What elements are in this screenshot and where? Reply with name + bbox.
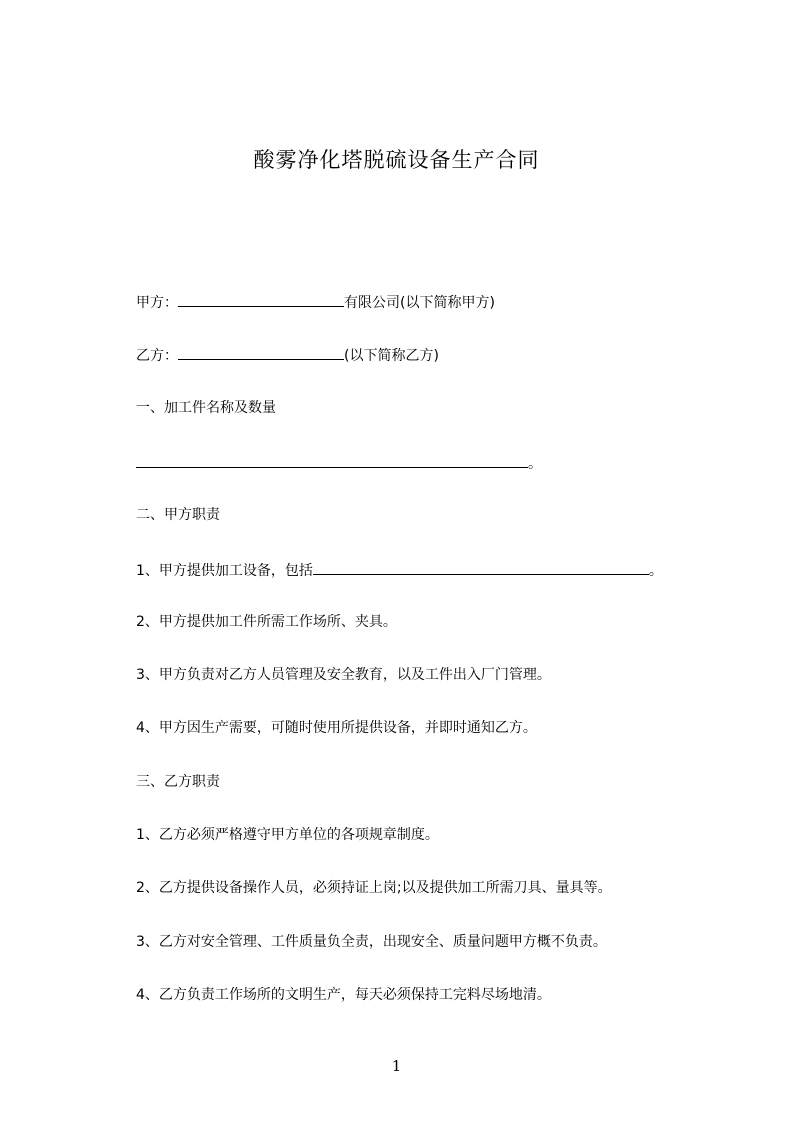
section-2-item-4: 4、甲方因生产需要，可随时使用所提供设备，并即时通知乙方。: [136, 720, 537, 736]
party-b-suffix: (以下简称乙方): [344, 348, 439, 364]
section-3-item-3: 3、乙方对安全管理、工件质量负全责，出现安全、质量问题甲方概不负责。: [136, 934, 607, 950]
page-number: 1: [391, 1057, 402, 1075]
section-2-item-1-end: 。: [648, 563, 663, 579]
document-title: 酸雾净化塔脱硫设备生产合同: [253, 148, 540, 172]
section-1-heading: 一、加工件名称及数量: [136, 400, 276, 416]
party-b-line: [136, 345, 439, 365]
equipment-blank: [313, 560, 649, 575]
party-b-label: 乙方：: [136, 348, 178, 364]
section-2-item-3: 3、甲方负责对乙方人员管理及安全教育，以及工件出入厂门管理。: [136, 667, 551, 683]
section-3-item-2: 2、乙方提供设备操作人员，必须持证上岗;以及提供加工所需刀具、量具等。: [136, 880, 612, 896]
section-1-blank-end: 。: [528, 456, 542, 472]
section-1-blank-line: [136, 453, 542, 473]
party-a-suffix: 有限公司(以下简称甲方): [344, 295, 495, 311]
section-3-item-4: 4、乙方负责工作场所的文明生产，每天必须保持工完料尽场地清。: [136, 987, 551, 1003]
section-1-blank: [136, 453, 528, 468]
section-2-heading: 二、甲方职责: [136, 507, 220, 523]
party-a-blank: [178, 292, 344, 307]
party-a-line: [136, 292, 495, 312]
section-3-item-1: 1、乙方必须严格遵守甲方单位的各项规章制度。: [136, 827, 439, 843]
party-b-blank: [178, 345, 344, 360]
section-2-item-1: [136, 560, 663, 580]
section-2-item-1-text: 1、甲方提供加工设备，包括: [136, 563, 313, 579]
party-a-label: 甲方：: [136, 295, 178, 311]
section-3-heading: 三、乙方职责: [136, 774, 220, 790]
section-2-item-2: 2、甲方提供加工件所需工作场所、夹具。: [136, 614, 397, 630]
